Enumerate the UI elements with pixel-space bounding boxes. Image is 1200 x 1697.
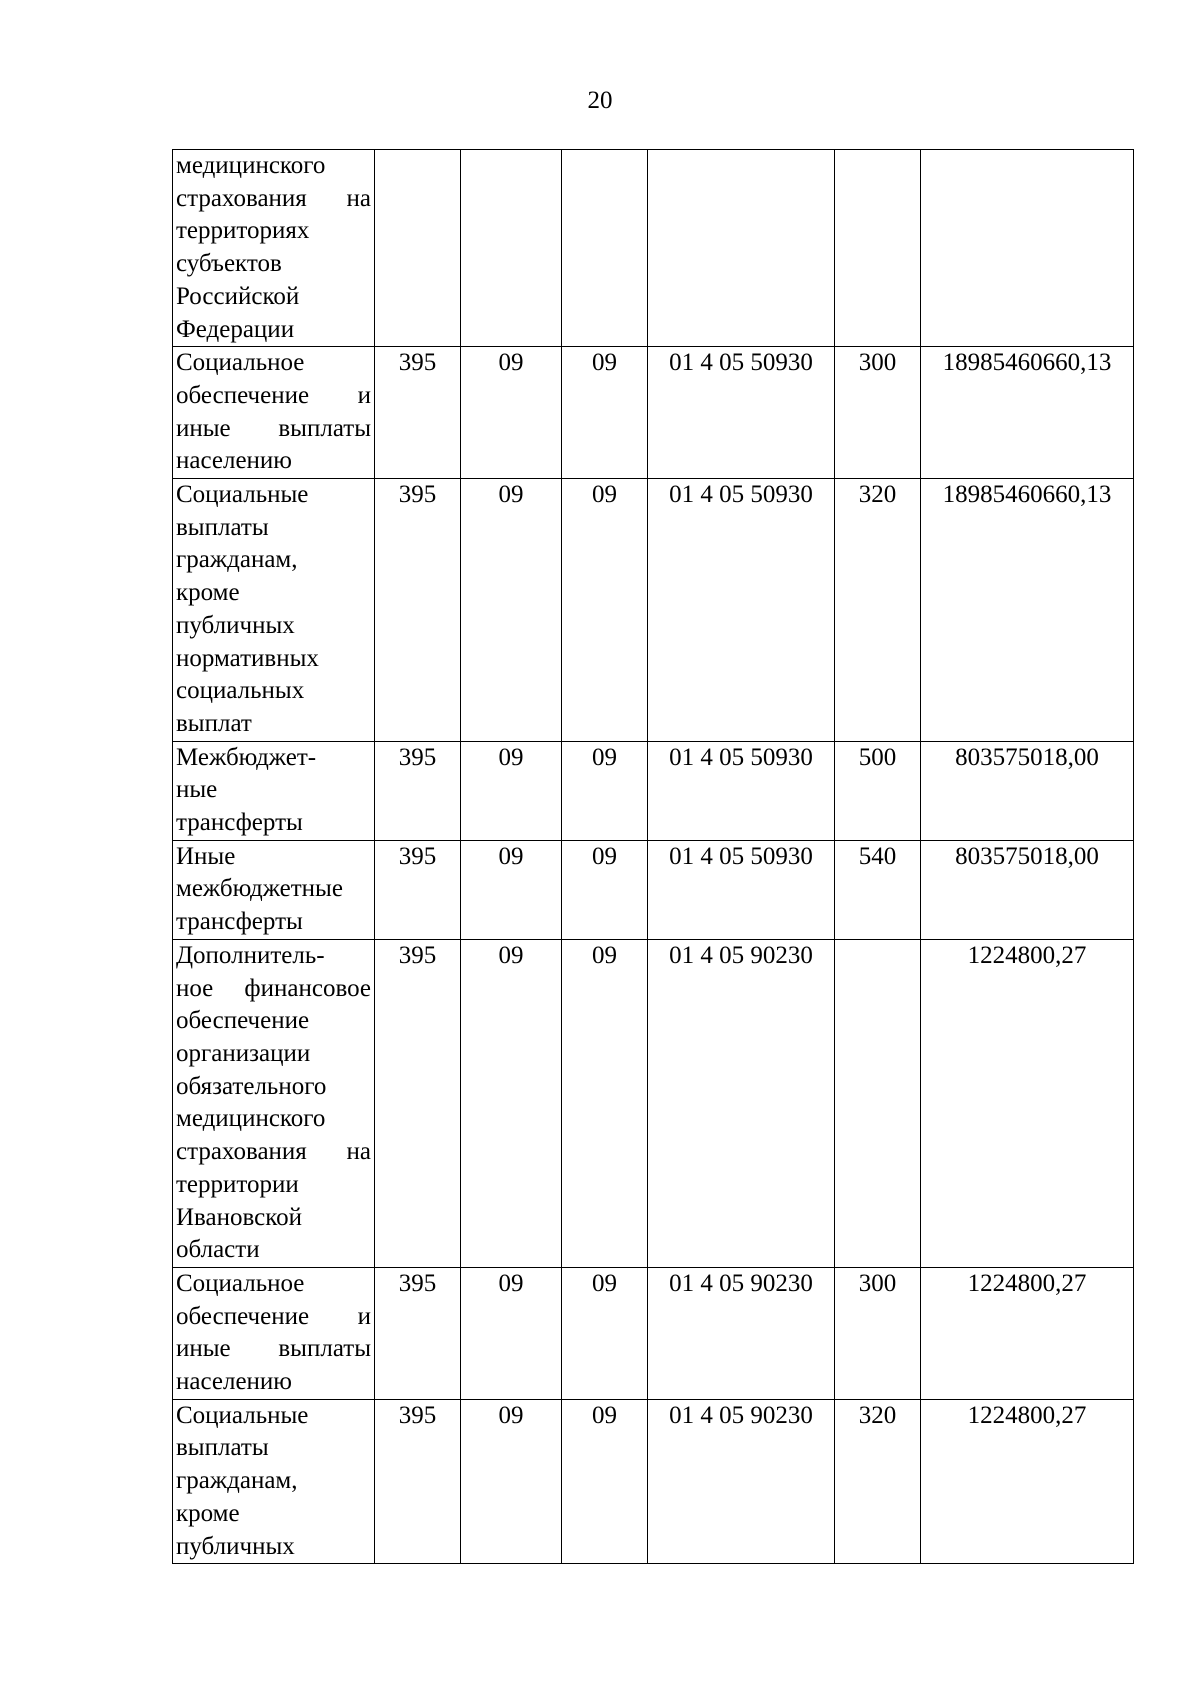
expense-name-line: Российской [176,282,300,310]
expense-name-cell [173,939,375,1267]
expense-name-line: трансферты [176,908,303,936]
expense-name-line: социальных [176,677,305,705]
target-article-cell: 01 4 05 50930 [648,347,835,479]
ministry-code-cell: 395 [375,741,461,840]
page-number: 20 [587,87,613,114]
expense-type-cell: 300 [835,1267,921,1399]
target-article-cell: 01 4 05 90230 [648,1267,835,1399]
expense-name-line: Социальное [176,1269,305,1297]
expense-name-line: обеспечение [176,1007,310,1035]
table-row [173,479,1134,742]
section-code-cell: 09 [461,1399,562,1564]
ministry-code-cell: 395 [375,1399,461,1564]
expense-name-line: трансферты [176,809,303,837]
expense-name-line: иные выплаты [176,414,371,442]
expense-name-line: ное финансовое [176,974,371,1002]
amount-cell: 803575018,00 [921,741,1134,840]
table-row [173,150,1134,347]
budget-table [172,149,1134,1564]
expense-name-cell [173,1399,375,1564]
expense-name-line: ные [176,776,218,804]
subsection-code-cell: 09 [562,1399,648,1564]
expense-name-line: публичных [176,611,295,639]
amount-cell: 18985460660,13 [921,479,1134,742]
ministry-code-cell: 395 [375,840,461,939]
expense-name-line: Иные [176,842,236,870]
ministry-code-cell: 395 [375,939,461,1267]
expense-name-line: кроме [176,579,240,607]
amount-cell: 18985460660,13 [921,347,1134,479]
expense-name-line: Ивановской [176,1203,303,1231]
ministry-code-cell: 395 [375,347,461,479]
expense-name-line: межбюджетные [176,875,343,903]
expense-name-line: субъектов [176,250,282,278]
ministry-code-cell: 395 [375,479,461,742]
subsection-code-cell: 09 [562,1267,648,1399]
ministry-code-cell: 395 [375,1267,461,1399]
expense-name-line: Социальные [176,481,309,509]
section-code-cell: 09 [461,840,562,939]
table-row [173,840,1134,939]
subsection-code-cell: 09 [562,741,648,840]
expense-name-line: населению [176,447,292,475]
expense-name-line: медицинского [176,1105,326,1133]
target-article-cell: 01 4 05 50930 [648,840,835,939]
expense-name-line: обеспечение и [176,381,371,409]
expense-name-line: кроме [176,1499,240,1527]
table-row [173,1399,1134,1564]
section-code-cell [461,150,562,347]
expense-name-line: обеспечение и [176,1302,371,1330]
expense-type-cell: 320 [835,479,921,742]
table-body [173,150,1134,1564]
subsection-code-cell: 09 [562,479,648,742]
target-article-cell: 01 4 05 90230 [648,939,835,1267]
expense-name-line: Социальные [176,1401,309,1429]
expense-name-line: территории [176,1170,299,1198]
expense-name-line: Межбюджет- [176,743,317,771]
target-article-cell [648,150,835,347]
expense-name-line: выплаты [176,513,269,541]
expense-type-cell: 500 [835,741,921,840]
table-row [173,347,1134,479]
expense-type-cell: 540 [835,840,921,939]
expense-name-line: гражданам, [176,546,298,574]
section-code-cell: 09 [461,741,562,840]
expense-name-line: Федерации [176,315,295,343]
expense-name-line: организации [176,1039,311,1067]
subsection-code-cell: 09 [562,840,648,939]
amount-cell [921,150,1134,347]
expense-type-cell [835,150,921,347]
section-code-cell: 09 [461,939,562,1267]
subsection-code-cell: 09 [562,939,648,1267]
expense-name-cell [173,150,375,347]
expense-name-cell [173,840,375,939]
expense-type-cell: 300 [835,347,921,479]
expense-type-cell [835,939,921,1267]
ministry-code-cell [375,150,461,347]
expense-name-line: нормативных [176,644,319,672]
subsection-code-cell [562,150,648,347]
expense-name-line: иные выплаты [176,1335,371,1363]
amount-cell: 1224800,27 [921,939,1134,1267]
target-article-cell: 01 4 05 50930 [648,741,835,840]
expense-name-line: выплаты [176,1434,269,1462]
table-row [173,1267,1134,1399]
expense-name-cell [173,347,375,479]
expense-name-cell [173,1267,375,1399]
section-code-cell: 09 [461,1267,562,1399]
target-article-cell: 01 4 05 50930 [648,479,835,742]
amount-cell: 803575018,00 [921,840,1134,939]
table-row [173,741,1134,840]
expense-type-cell: 320 [835,1399,921,1564]
expense-name-cell [173,479,375,742]
expense-name-line: обязательного [176,1072,327,1100]
table-row [173,939,1134,1267]
amount-cell: 1224800,27 [921,1399,1134,1564]
expense-name-line: области [176,1236,260,1264]
amount-cell: 1224800,27 [921,1267,1134,1399]
expense-name-line: населению [176,1368,292,1396]
expense-name-line: Дополнитель- [176,941,325,969]
expense-name-line: страхования на [176,184,371,212]
expense-name-line: территориях [176,217,310,245]
expense-name-line: медицинского [176,152,326,179]
expense-name-line: Социальное [176,349,305,377]
section-code-cell: 09 [461,347,562,479]
expense-name-line: гражданам, [176,1467,298,1495]
expense-name-line: страхования на [176,1138,371,1166]
section-code-cell: 09 [461,479,562,742]
target-article-cell: 01 4 05 90230 [648,1399,835,1564]
subsection-code-cell: 09 [562,347,648,479]
expense-name-cell [173,741,375,840]
expense-name-line: публичных [176,1532,295,1560]
expense-name-line: выплат [176,709,252,737]
